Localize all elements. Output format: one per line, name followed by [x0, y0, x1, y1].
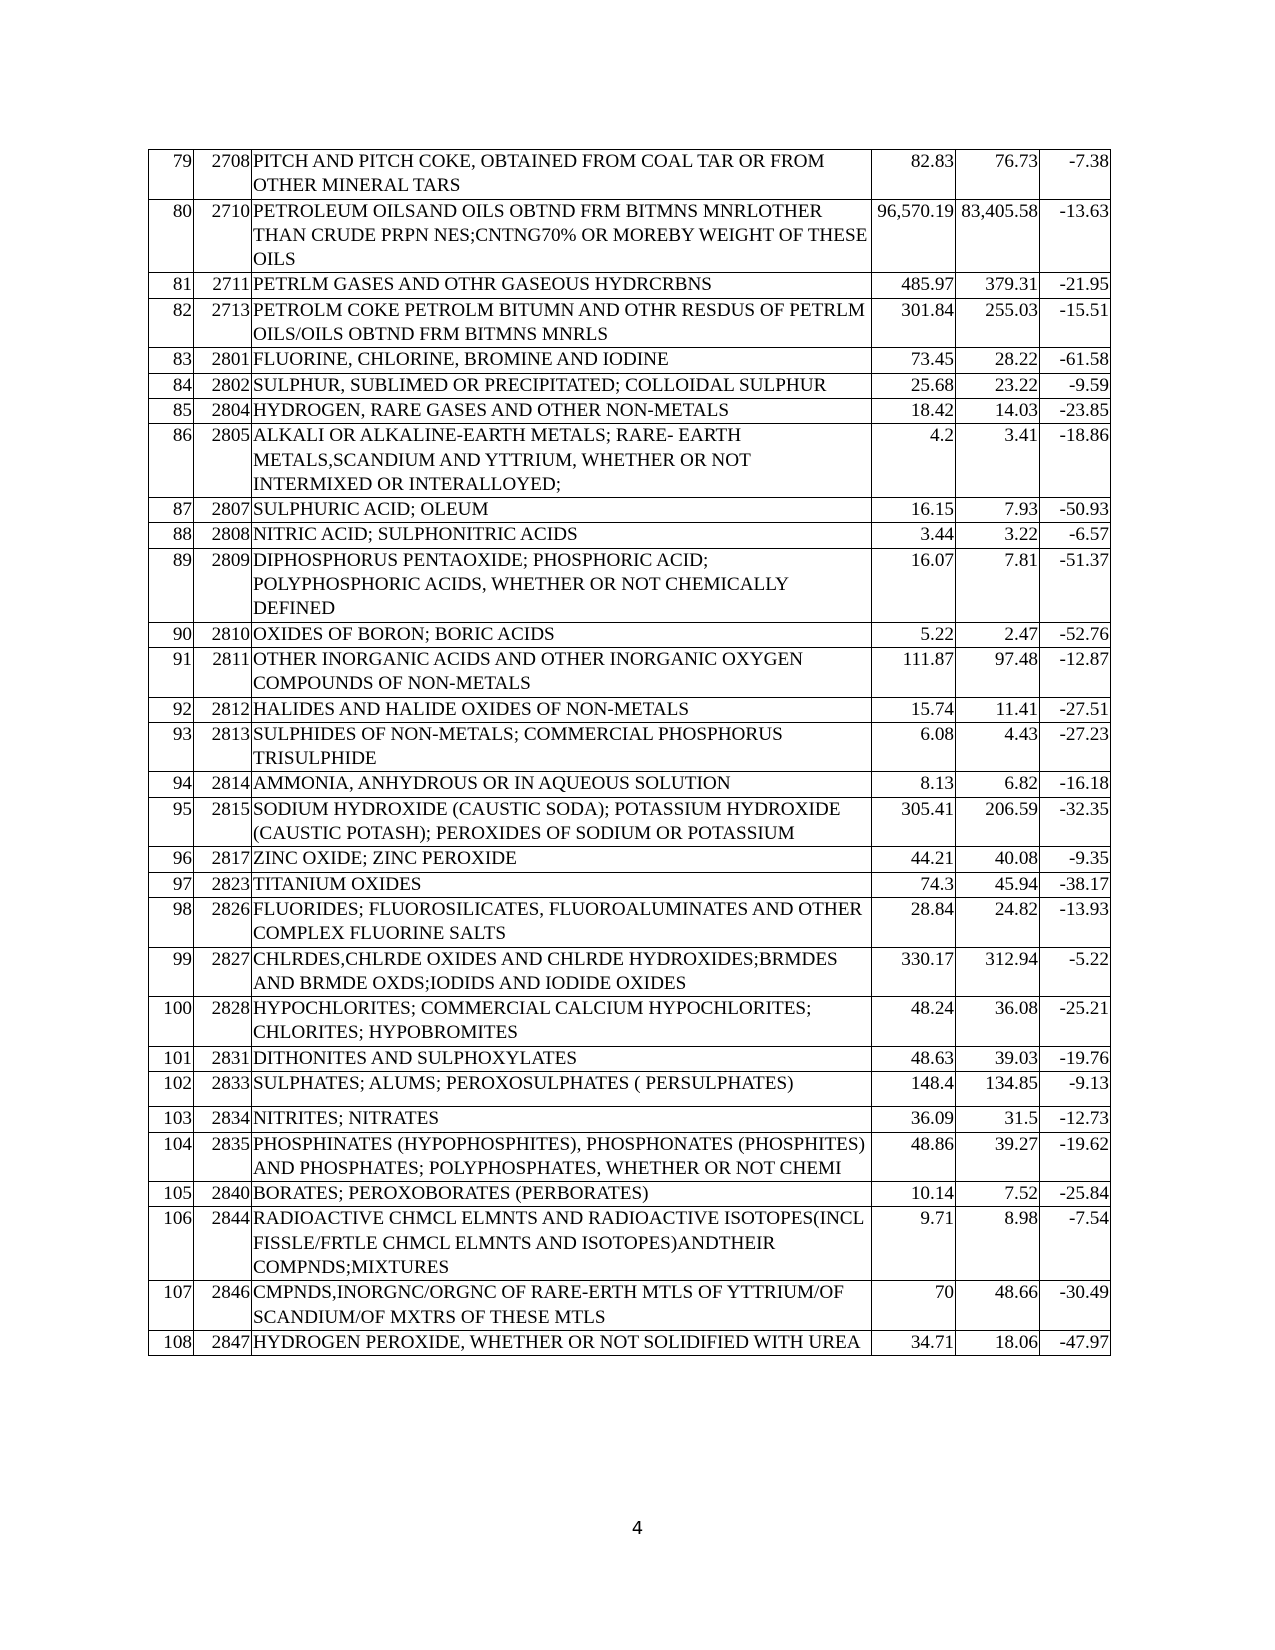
commodity-description-cell: FLUORINE, CHLORINE, BROMINE AND IODINE [252, 348, 872, 373]
table-row [149, 722, 1111, 772]
table-row [149, 797, 1111, 847]
serial-number-cell: 83 [149, 348, 194, 373]
value-year2-cell: 31.5 [956, 1107, 1040, 1132]
value-year2-cell: 18.06 [956, 1330, 1040, 1355]
serial-number-cell: 89 [149, 548, 194, 622]
serial-number-cell: 100 [149, 997, 194, 1047]
value-year1-cell: 74.3 [872, 872, 956, 897]
hs-code-cell: 2844 [194, 1207, 252, 1281]
serial-number-cell: 86 [149, 424, 194, 498]
value-year1-cell: 96,570.19 [872, 199, 956, 273]
serial-number-cell: 97 [149, 872, 194, 897]
value-year2-cell: 4.43 [956, 722, 1040, 772]
serial-number-cell: 105 [149, 1182, 194, 1207]
table-row [149, 1107, 1111, 1132]
hs-code-cell: 2815 [194, 797, 252, 847]
serial-number-cell: 91 [149, 647, 194, 697]
commodity-description-cell: DIPHOSPHORUS PENTAOXIDE; PHOSPHORIC ACID; POLYPHOSPHORIC ACIDS, WHETHER OR NOT CHEMICALLY DEFINED [252, 548, 872, 622]
page-number: 4 [631, 1518, 644, 1539]
commodity-description-cell: PETROLEUM OILSAND OILS OBTND FRM BITMNS MNRLOTHER THAN CRUDE PRPN NES;CNTNG70% OR MOREBY WEIGHT OF THESE OILS [252, 199, 872, 273]
table-row [149, 1207, 1111, 1281]
value-year2-cell: 206.59 [956, 797, 1040, 847]
commodity-description-cell: HYPOCHLORITES; COMMERCIAL CALCIUM HYPOCHLORITES; CHLORITES; HYPOBROMITES [252, 997, 872, 1047]
value-year2-cell: 45.94 [956, 872, 1040, 897]
percent-change-cell: -9.35 [1040, 847, 1111, 872]
value-year1-cell: 48.86 [872, 1132, 956, 1182]
value-year2-cell: 76.73 [956, 150, 1040, 200]
commodity-description-cell: PETROLM COKE PETROLM BITUMN AND OTHR RESDUS OF PETRLM OILS/OILS OBTND FRM BITMNS MNRLS [252, 298, 872, 348]
serial-number-cell: 99 [149, 947, 194, 997]
hs-code-cell: 2812 [194, 697, 252, 722]
percent-change-cell: -16.18 [1040, 772, 1111, 797]
serial-number-cell: 85 [149, 398, 194, 423]
value-year2-cell: 3.41 [956, 424, 1040, 498]
table-row [149, 1071, 1111, 1106]
table-row [149, 298, 1111, 348]
value-year2-cell: 40.08 [956, 847, 1040, 872]
table-row [149, 872, 1111, 897]
serial-number-cell: 79 [149, 150, 194, 200]
value-year2-cell: 14.03 [956, 398, 1040, 423]
value-year1-cell: 73.45 [872, 348, 956, 373]
table-row [149, 348, 1111, 373]
percent-change-cell: -23.85 [1040, 398, 1111, 423]
hs-code-cell: 2826 [194, 897, 252, 947]
serial-number-cell: 98 [149, 897, 194, 947]
commodity-description-cell: PITCH AND PITCH COKE, OBTAINED FROM COAL TAR OR FROM OTHER MINERAL TARS [252, 150, 872, 200]
table-row [149, 697, 1111, 722]
serial-number-cell: 106 [149, 1207, 194, 1281]
serial-number-cell: 95 [149, 797, 194, 847]
serial-number-cell: 92 [149, 697, 194, 722]
value-year2-cell: 48.66 [956, 1281, 1040, 1331]
commodity-description-cell: NITRIC ACID; SULPHONITRIC ACIDS [252, 523, 872, 548]
commodity-description-cell: PHOSPHINATES (HYPOPHOSPHITES), PHOSPHONATES (PHOSPHITES) AND PHOSPHATES; POLYPHOSPHATES, WHETHER OR NOT CHEMI [252, 1132, 872, 1182]
table-row [149, 647, 1111, 697]
value-year2-cell: 134.85 [956, 1071, 1040, 1106]
hs-code-cell: 2713 [194, 298, 252, 348]
percent-change-cell: -5.22 [1040, 947, 1111, 997]
hs-code-cell: 2846 [194, 1281, 252, 1331]
value-year1-cell: 305.41 [872, 797, 956, 847]
value-year1-cell: 34.71 [872, 1330, 956, 1355]
commodity-description-cell: DITHONITES AND SULPHOXYLATES [252, 1046, 872, 1071]
table-row [149, 548, 1111, 622]
value-year1-cell: 111.87 [872, 647, 956, 697]
percent-change-cell: -6.57 [1040, 523, 1111, 548]
value-year1-cell: 9.71 [872, 1207, 956, 1281]
value-year1-cell: 36.09 [872, 1107, 956, 1132]
hs-code-cell: 2808 [194, 523, 252, 548]
value-year1-cell: 148.4 [872, 1071, 956, 1106]
hs-code-cell: 2801 [194, 348, 252, 373]
percent-change-cell: -19.62 [1040, 1132, 1111, 1182]
table-row [149, 498, 1111, 523]
hs-code-cell: 2834 [194, 1107, 252, 1132]
table-row [149, 1182, 1111, 1207]
hs-code-cell: 2711 [194, 273, 252, 298]
percent-change-cell: -27.51 [1040, 697, 1111, 722]
value-year2-cell: 11.41 [956, 697, 1040, 722]
value-year2-cell: 379.31 [956, 273, 1040, 298]
commodity-description-cell: SULPHIDES OF NON-METALS; COMMERCIAL PHOSPHORUS TRISULPHIDE [252, 722, 872, 772]
hs-code-cell: 2828 [194, 997, 252, 1047]
commodity-description-cell: SULPHUR, SUBLIMED OR PRECIPITATED; COLLOIDAL SULPHUR [252, 373, 872, 398]
hs-code-cell: 2823 [194, 872, 252, 897]
percent-change-cell: -47.97 [1040, 1330, 1111, 1355]
commodity-description-cell: HYDROGEN PEROXIDE, WHETHER OR NOT SOLIDIFIED WITH UREA [252, 1330, 872, 1355]
serial-number-cell: 103 [149, 1107, 194, 1132]
commodity-description-cell: PETRLM GASES AND OTHR GASEOUS HYDRCRBNS [252, 273, 872, 298]
percent-change-cell: -25.21 [1040, 997, 1111, 1047]
serial-number-cell: 90 [149, 622, 194, 647]
commodity-description-cell: HALIDES AND HALIDE OXIDES OF NON-METALS [252, 697, 872, 722]
serial-number-cell: 81 [149, 273, 194, 298]
percent-change-cell: -12.73 [1040, 1107, 1111, 1132]
commodity-description-cell: ALKALI OR ALKALINE-EARTH METALS; RARE- EARTH METALS,SCANDIUM AND YTTRIUM, WHETHER OR NOT INTERMIXED OR INTERALLOYED; [252, 424, 872, 498]
value-year1-cell: 301.84 [872, 298, 956, 348]
commodity-description-cell: RADIOACTIVE CHMCL ELMNTS AND RADIOACTIVE ISOTOPES(INCL FISSLE/FRTLE CHMCL ELMNTS AND ISOTOPES)ANDTHEIR COMPNDS;MIXTURES [252, 1207, 872, 1281]
value-year1-cell: 70 [872, 1281, 956, 1331]
hs-code-cell: 2710 [194, 199, 252, 273]
value-year1-cell: 10.14 [872, 1182, 956, 1207]
hs-code-cell: 2835 [194, 1132, 252, 1182]
percent-change-cell: -21.95 [1040, 273, 1111, 298]
percent-change-cell: -7.54 [1040, 1207, 1111, 1281]
value-year1-cell: 82.83 [872, 150, 956, 200]
value-year1-cell: 8.13 [872, 772, 956, 797]
serial-number-cell: 82 [149, 298, 194, 348]
value-year1-cell: 5.22 [872, 622, 956, 647]
table-row [149, 772, 1111, 797]
percent-change-cell: -18.86 [1040, 424, 1111, 498]
value-year2-cell: 28.22 [956, 348, 1040, 373]
hs-code-cell: 2811 [194, 647, 252, 697]
serial-number-cell: 88 [149, 523, 194, 548]
table-row [149, 523, 1111, 548]
percent-change-cell: -52.76 [1040, 622, 1111, 647]
value-year1-cell: 28.84 [872, 897, 956, 947]
table-row [149, 622, 1111, 647]
value-year2-cell: 39.03 [956, 1046, 1040, 1071]
table-row [149, 1046, 1111, 1071]
hs-code-cell: 2847 [194, 1330, 252, 1355]
percent-change-cell: -32.35 [1040, 797, 1111, 847]
table-row [149, 398, 1111, 423]
value-year1-cell: 25.68 [872, 373, 956, 398]
commodity-description-cell: TITANIUM OXIDES [252, 872, 872, 897]
table-row [149, 1132, 1111, 1182]
value-year1-cell: 15.74 [872, 697, 956, 722]
value-year1-cell: 4.2 [872, 424, 956, 498]
commodity-description-cell: SULPHURIC ACID; OLEUM [252, 498, 872, 523]
table-row [149, 273, 1111, 298]
percent-change-cell: -61.58 [1040, 348, 1111, 373]
serial-number-cell: 84 [149, 373, 194, 398]
serial-number-cell: 87 [149, 498, 194, 523]
table-row [149, 150, 1111, 200]
value-year2-cell: 312.94 [956, 947, 1040, 997]
percent-change-cell: -13.63 [1040, 199, 1111, 273]
value-year2-cell: 36.08 [956, 997, 1040, 1047]
value-year1-cell: 48.63 [872, 1046, 956, 1071]
hs-code-cell: 2840 [194, 1182, 252, 1207]
hs-code-cell: 2817 [194, 847, 252, 872]
value-year2-cell: 39.27 [956, 1132, 1040, 1182]
commodity-description-cell: CMPNDS,INORGNC/ORGNC OF RARE-ERTH MTLS OF YTTRIUM/OF SCANDIUM/OF MXTRS OF THESE MTLS [252, 1281, 872, 1331]
value-year1-cell: 44.21 [872, 847, 956, 872]
serial-number-cell: 107 [149, 1281, 194, 1331]
percent-change-cell: -25.84 [1040, 1182, 1111, 1207]
value-year2-cell: 255.03 [956, 298, 1040, 348]
value-year1-cell: 485.97 [872, 273, 956, 298]
hs-code-cell: 2708 [194, 150, 252, 200]
serial-number-cell: 96 [149, 847, 194, 872]
percent-change-cell: -19.76 [1040, 1046, 1111, 1071]
value-year2-cell: 83,405.58 [956, 199, 1040, 273]
commodity-description-cell: AMMONIA, ANHYDROUS OR IN AQUEOUS SOLUTION [252, 772, 872, 797]
table-body [149, 150, 1111, 1356]
serial-number-cell: 104 [149, 1132, 194, 1182]
commodity-description-cell: CHLRDES,CHLRDE OXIDES AND CHLRDE HYDROXIDES;BRMDES AND BRMDE OXDS;IODIDS AND IODIDE OXIDES [252, 947, 872, 997]
serial-number-cell: 94 [149, 772, 194, 797]
value-year2-cell: 97.48 [956, 647, 1040, 697]
hs-code-cell: 2831 [194, 1046, 252, 1071]
value-year2-cell: 3.22 [956, 523, 1040, 548]
percent-change-cell: -13.93 [1040, 897, 1111, 947]
hs-code-cell: 2813 [194, 722, 252, 772]
commodity-description-cell: NITRITES; NITRATES [252, 1107, 872, 1132]
hs-code-cell: 2804 [194, 398, 252, 423]
hs-code-cell: 2827 [194, 947, 252, 997]
value-year2-cell: 6.82 [956, 772, 1040, 797]
table-row [149, 847, 1111, 872]
percent-change-cell: -30.49 [1040, 1281, 1111, 1331]
value-year1-cell: 48.24 [872, 997, 956, 1047]
commodity-description-cell: BORATES; PEROXOBORATES (PERBORATES) [252, 1182, 872, 1207]
value-year1-cell: 330.17 [872, 947, 956, 997]
table-row [149, 1330, 1111, 1355]
table-row [149, 424, 1111, 498]
table-row [149, 897, 1111, 947]
hs-code-cell: 2805 [194, 424, 252, 498]
hs-code-cell: 2833 [194, 1071, 252, 1106]
value-year1-cell: 6.08 [872, 722, 956, 772]
hs-code-cell: 2809 [194, 548, 252, 622]
table-row [149, 1281, 1111, 1331]
table-row [149, 373, 1111, 398]
percent-change-cell: -38.17 [1040, 872, 1111, 897]
serial-number-cell: 93 [149, 722, 194, 772]
hs-code-cell: 2810 [194, 622, 252, 647]
percent-change-cell: -15.51 [1040, 298, 1111, 348]
value-year1-cell: 3.44 [872, 523, 956, 548]
commodity-description-cell: FLUORIDES; FLUOROSILICATES, FLUOROALUMINATES AND OTHER COMPLEX FLUORINE SALTS [252, 897, 872, 947]
value-year2-cell: 2.47 [956, 622, 1040, 647]
table-row [149, 947, 1111, 997]
commodity-description-cell: HYDROGEN, RARE GASES AND OTHER NON-METALS [252, 398, 872, 423]
value-year1-cell: 16.15 [872, 498, 956, 523]
commodity-description-cell: OTHER INORGANIC ACIDS AND OTHER INORGANIC OXYGEN COMPOUNDS OF NON-METALS [252, 647, 872, 697]
percent-change-cell: -7.38 [1040, 150, 1111, 200]
hs-code-cell: 2802 [194, 373, 252, 398]
percent-change-cell: -12.87 [1040, 647, 1111, 697]
hs-code-cell: 2807 [194, 498, 252, 523]
commodity-table [148, 149, 1111, 1356]
serial-number-cell: 101 [149, 1046, 194, 1071]
value-year2-cell: 7.93 [956, 498, 1040, 523]
commodity-description-cell: ZINC OXIDE; ZINC PEROXIDE [252, 847, 872, 872]
percent-change-cell: -50.93 [1040, 498, 1111, 523]
serial-number-cell: 108 [149, 1330, 194, 1355]
commodity-description-cell: OXIDES OF BORON; BORIC ACIDS [252, 622, 872, 647]
percent-change-cell: -9.13 [1040, 1071, 1111, 1106]
table-row [149, 199, 1111, 273]
value-year2-cell: 8.98 [956, 1207, 1040, 1281]
value-year2-cell: 23.22 [956, 373, 1040, 398]
percent-change-cell: -9.59 [1040, 373, 1111, 398]
value-year1-cell: 18.42 [872, 398, 956, 423]
value-year1-cell: 16.07 [872, 548, 956, 622]
serial-number-cell: 80 [149, 199, 194, 273]
serial-number-cell: 102 [149, 1071, 194, 1106]
commodity-description-cell: SULPHATES; ALUMS; PEROXOSULPHATES ( PERSULPHATES) [252, 1071, 872, 1106]
percent-change-cell: -27.23 [1040, 722, 1111, 772]
value-year2-cell: 7.81 [956, 548, 1040, 622]
hs-code-cell: 2814 [194, 772, 252, 797]
value-year2-cell: 24.82 [956, 897, 1040, 947]
value-year2-cell: 7.52 [956, 1182, 1040, 1207]
commodity-description-cell: SODIUM HYDROXIDE (CAUSTIC SODA); POTASSIUM HYDROXIDE (CAUSTIC POTASH); PEROXIDES OF SODIUM OR POTASSIUM [252, 797, 872, 847]
table-row [149, 997, 1111, 1047]
percent-change-cell: -51.37 [1040, 548, 1111, 622]
